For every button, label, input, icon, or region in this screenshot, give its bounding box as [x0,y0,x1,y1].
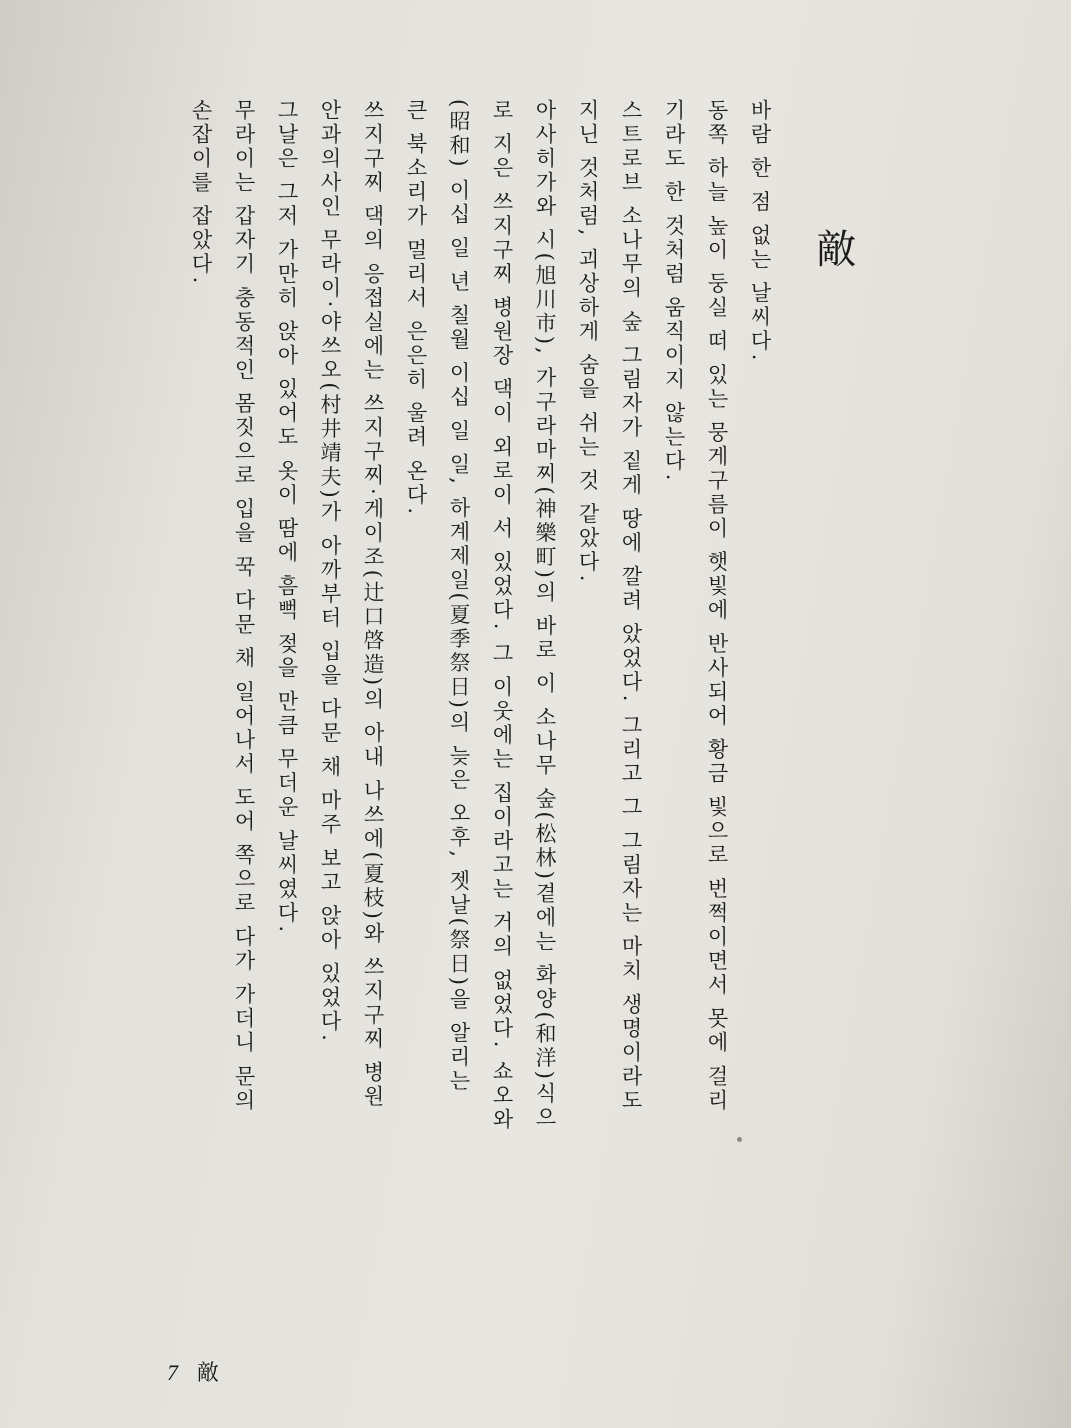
text-line: 스트로브 소나무의 숲 그림자가 짙게 땅에 깔려 았었다. 그리고 그 그림자는 마치 생명이라도 [619,99,643,1113]
text-line: 쓰지구찌 댁의 응접실에는 쓰지구찌·게이조(辻口啓造)의 아내 나쓰에(夏枝)와 쓰지구찌 병원 [361,99,385,1110]
text-line: 큰 북소리가 멀리서 은은히 울려 온다. [404,99,428,518]
page-number: 7 [167,1360,178,1385]
text-line: 안과의사인 무라이·야쓰오(村井靖夫)가 아까부터 입을 다문 채 마주 보고 앉아 있었다. [318,99,342,1044]
paragraph [265,78,308,1368]
chapter-title: 敵 [810,228,856,268]
text-line: 그날은 그저 가만히 앉아 있어도 옷이 땀에 흠뻑 젖을 만큼 무더운 날씨였다. [275,99,299,936]
paragraph [566,78,652,1368]
body-text [179,78,781,1368]
paragraph [308,78,394,1368]
paragraph [394,78,566,1368]
text-line: 아사히가와 시(旭川市), 가구라마찌(神樂町)의 바로 이 소나무 숲(松林)곁에는 화양(和洋)식으 [533,99,557,1130]
paragraph [179,78,265,1368]
text-line: 지닌 것처럼, 괴상하게 숨을 쉬는 것 같았다. [576,99,600,585]
paragraph [652,78,781,1368]
page-footer [167,1356,219,1387]
text-line: (昭和) 이십 일 년 칠월 이십 일 일, 하계제일(夏季祭日)의 늦은 오후, 젯날(祭日)을 알리는 [447,99,471,1094]
text-line: 동쪽 하늘 높이 둥실 떠 있는 뭉게구름이 햇빛에 반사되어 황금 빛으로 번쩍이면서 못에 걸리 [705,99,729,1113]
text-line: 손잡이를 잡았다. [189,99,213,287]
running-head: 敵 [197,1361,220,1386]
text-line: 로 지은 쓰지구찌 병원장 댁이 외로이 서 있었다. 그 이웃에는 집이라고는 거의 없었다. 쇼오와 [490,99,514,1133]
text-line: 바람 한 점 없는 날씨다. [748,99,772,364]
paper-speck [737,1137,742,1142]
text-line: 무라이는 갑자기 충동적인 몸짓으로 입을 꾹 다문 채 일어나서 도어 쪽으로 다가 가더니 문의 [232,99,256,1113]
text-line: 기라도 한 것처럼 움직이지 않는다. [662,99,686,484]
